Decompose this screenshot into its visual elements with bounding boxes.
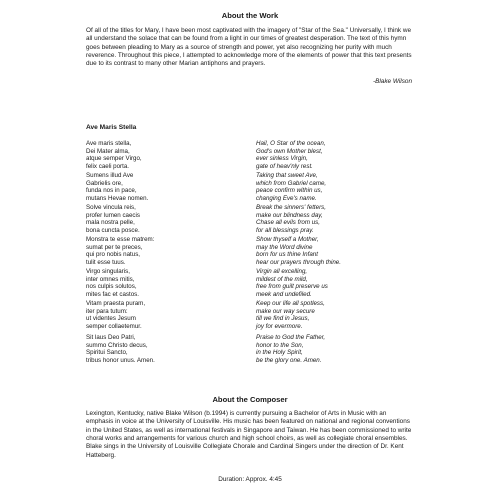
poem-line: sumat per te preces,	[86, 243, 143, 251]
poem-line: Ave maris stella,	[86, 140, 132, 147]
stanza-6-english	[256, 300, 325, 330]
poem-line: inter omnes mitis,	[86, 275, 135, 283]
about-composer-heading: About the Composer	[212, 395, 288, 404]
poem-line: ever sinless Virgin,	[256, 155, 308, 162]
poem-line: Keep our life all spotless,	[256, 300, 325, 307]
duration-text: Duration: Approx. 4:45	[218, 476, 282, 483]
stanza-1-english	[256, 140, 325, 170]
author-signature: -Blake Wilson	[372, 78, 412, 85]
poem-line: Gabrielis ore,	[86, 179, 123, 187]
poem-line: summo Christo decus,	[86, 341, 148, 349]
poem-line: hear our prayers through thine.	[256, 258, 341, 266]
poem-line: mildest of the mild,	[256, 275, 308, 283]
poem-line: funda nos in pace,	[86, 187, 137, 194]
poem-line: Spiritui Sancto,	[86, 349, 128, 356]
poem-line: changing Eve's name.	[256, 194, 317, 202]
poem-line: Dei Mater alma,	[86, 147, 130, 155]
about-composer-paragraph: Lexington, Kentucky, native Blake Wilson (b.1994) is currently pursuing a Bachelor of Arts in Music with an emphasis in voice at the University of Louisville. His music has been featured on national and regional conventions in the United States, as well as international festivals in Singapore and Taiwan. He has been commissioned to write choral works and arrangements for various church and high school choirs, as well as collegiate choral ensembles. Blake sings in the University of Louisville Collegiate Chorale and Cardinal Singers under the direction of Dr. Kent Hatteberg.	[86, 410, 412, 459]
poem-line: make our way secure	[256, 307, 315, 315]
poem-line: Break the sinners' fetters,	[256, 204, 326, 211]
stanza-7-english	[256, 334, 325, 364]
about-work-heading: About the Work	[221, 11, 279, 20]
poem-line: Chase all evils from us,	[256, 219, 320, 226]
stanza-1-latin	[86, 140, 142, 170]
poem-line: free from guilt preserve us	[256, 283, 328, 290]
poem-line: joy for evermore.	[256, 322, 303, 330]
poem-line: nos culpis solutos,	[86, 283, 137, 290]
poem-line: tulit esse tuus.	[86, 258, 126, 266]
stanza-3-english	[256, 204, 326, 234]
poem-line: atque semper Virgo,	[86, 155, 142, 162]
poem-line: Virgo singularis,	[86, 268, 130, 275]
poem-line: Hail, O Star of the ocean,	[256, 140, 326, 147]
stanza-2-latin	[86, 172, 148, 202]
poem-line: profer lumen caecis	[86, 211, 140, 219]
poem-line: Virgin all excelling,	[256, 268, 308, 275]
stanza-5-english	[256, 268, 328, 298]
poem-line: Sit laus Deo Patri,	[86, 334, 136, 341]
poem-line: be the glory one. Amen.	[256, 356, 322, 364]
poem-line: honor to the Son,	[256, 341, 304, 349]
poem-line: Monstra te esse matrem:	[86, 236, 155, 243]
stanza-3-latin	[86, 204, 140, 234]
stanza-7-latin	[86, 334, 155, 364]
stanza-6-latin	[86, 300, 145, 330]
poem-line: may the Word divine	[256, 243, 313, 251]
poem-line: ut videntes Jesum	[86, 315, 136, 322]
poem-line: make our blindness day,	[256, 211, 323, 219]
poem-line: felix caeli porta.	[86, 162, 129, 170]
poem-line: for all blessings pray.	[256, 226, 314, 234]
stanza-5-latin	[86, 268, 139, 298]
poem-line: till we find in Jesus,	[256, 315, 310, 322]
poem-line: gate of heav'nly rest.	[256, 162, 313, 170]
poem-line: mites fac et castos.	[86, 290, 139, 298]
poem-line: born for us thine Infant	[256, 251, 318, 258]
poem-line: Solve vincula reis,	[86, 204, 136, 211]
poem-line: peace confirm within us,	[256, 187, 323, 194]
stanza-2-english	[256, 172, 326, 202]
poem-line: Taking that sweet Ave,	[256, 172, 318, 179]
poem-line: Sumens illud Ave	[86, 172, 134, 179]
poem-line: tribus honor unus. Amen.	[86, 356, 155, 364]
poem-line: Show thyself a Mother,	[256, 236, 319, 243]
poem-line: mala nostra pelle,	[86, 219, 135, 226]
poem-line: Vitam praesta puram,	[86, 300, 146, 307]
stanza-4-english	[256, 236, 341, 266]
poem-line: which from Gabriel came,	[256, 179, 327, 187]
poem-line: Praise to God the Father,	[256, 334, 326, 341]
stanza-4-latin	[86, 236, 154, 266]
poem-line: God's own Mother blest,	[256, 147, 323, 155]
poem-line: qui pro nobis natus,	[86, 251, 141, 258]
poem-line: in the Holy Spirit,	[256, 349, 303, 356]
poem-line: semper collaetemur.	[86, 322, 142, 330]
poem-line: iter para tutum:	[86, 307, 128, 315]
poem-line: meek and undefiled.	[256, 290, 312, 298]
poem-line: bona cuncta posce.	[86, 226, 140, 234]
about-work-paragraph: Of all of the titles for Mary, I have been most captivated with the imagery of "Star of the Sea." Universally, I think we all understand the solace that can be found from a light in our times of greatest desperation. The text of this hymn goes between pleading to Mary as a source of strength and power, yet also recognizing her purity with much reverence. Throughout this piece, I attempted to acknowledge more of the elements of power that this text presents due to its contrast to many other Marian antiphons and prayers.	[86, 27, 412, 68]
poem-line: mutans Hevae nomen.	[86, 194, 149, 202]
poem-title: Ave Maris Stella	[86, 124, 137, 131]
